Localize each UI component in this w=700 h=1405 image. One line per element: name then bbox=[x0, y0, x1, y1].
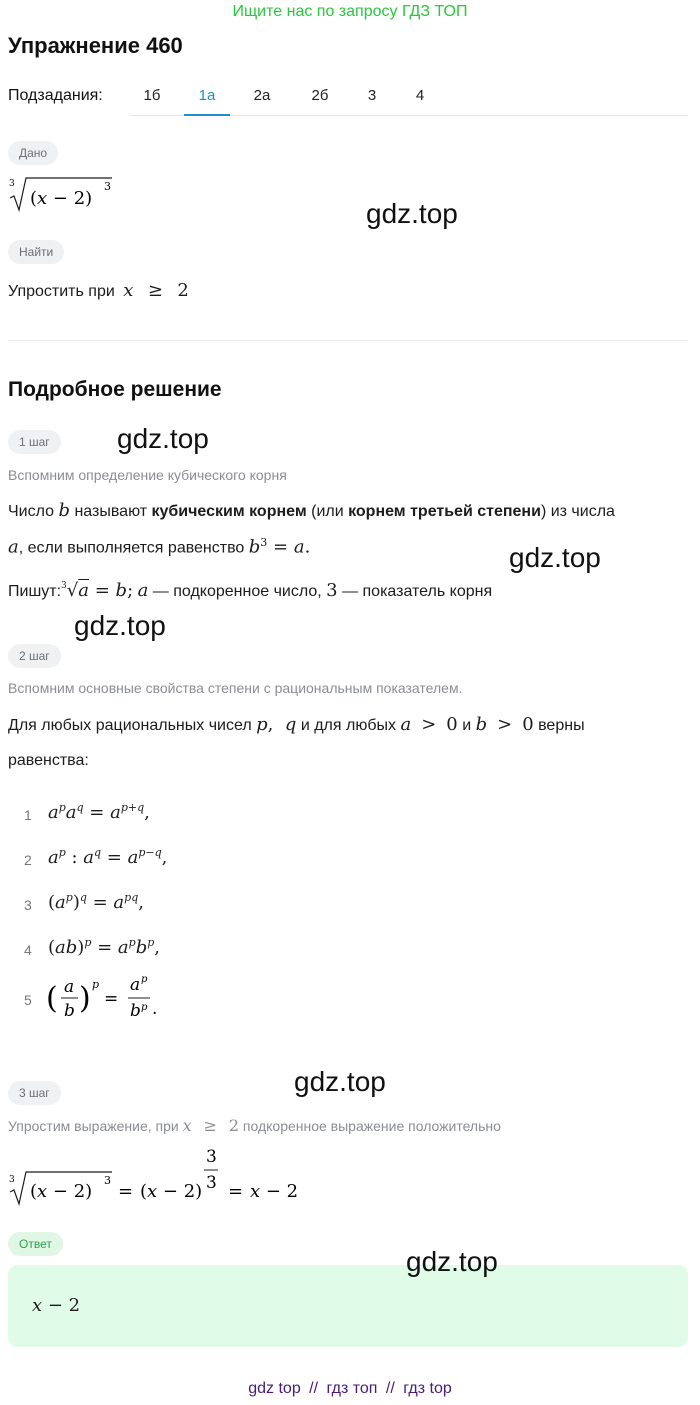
subtasks-label: Подзадания: bbox=[8, 87, 103, 104]
svg-text:p: p bbox=[141, 974, 148, 985]
answer-box bbox=[8, 1265, 688, 1347]
step1-chip: 1 шаг bbox=[8, 430, 61, 454]
watermark: gdz.top bbox=[509, 542, 601, 573]
term-third-root: корнем третьей степени bbox=[348, 503, 541, 520]
watermark: gdz.top bbox=[366, 198, 458, 229]
svg-text:): ) bbox=[79, 981, 91, 1016]
text: Число bbox=[8, 503, 55, 520]
watermark: gdz.top bbox=[406, 1246, 498, 1277]
svg-text:(: ( bbox=[46, 981, 58, 1016]
text: и bbox=[462, 717, 472, 734]
tab-3[interactable]: 3 bbox=[367, 87, 377, 104]
svg-text:a: a bbox=[64, 977, 75, 997]
divider bbox=[8, 340, 688, 341]
given-expression bbox=[8, 172, 118, 216]
answer-chip: Ответ bbox=[8, 1232, 63, 1256]
text: Упростим выражение, при bbox=[8, 1118, 179, 1134]
svg-text:p: p bbox=[92, 978, 100, 991]
footer-links bbox=[0, 1380, 700, 1398]
list-number: 1 bbox=[24, 807, 32, 823]
svg-text:=: = bbox=[104, 989, 119, 1009]
text: — подкоренное число, bbox=[152, 583, 322, 600]
step2-line2: равенства: bbox=[8, 752, 89, 769]
find-text: Упростить при x ≥ 2 bbox=[8, 280, 189, 301]
svg-text:a: a bbox=[130, 975, 141, 995]
text: и для любых bbox=[300, 717, 396, 734]
tab-2b[interactable]: 2б bbox=[311, 87, 329, 104]
tab-1a[interactable]: 1а bbox=[184, 76, 230, 116]
find-chip: Найти bbox=[8, 240, 64, 264]
given-chip: Дано bbox=[8, 141, 58, 165]
list-number: 4 bbox=[24, 942, 32, 958]
text: ) из числа bbox=[540, 503, 615, 520]
svg-text:(x − 2): (x − 2) bbox=[140, 1181, 203, 1202]
cube-root-icon bbox=[8, 172, 118, 216]
step1-line1: Число b называют кубическим корнем (или корнем третьей степени) из числа bbox=[8, 500, 615, 521]
property-2: $a^p$ : $a^q = a^{p-q}$, bbox=[48, 846, 168, 868]
svg-text:3: 3 bbox=[104, 180, 111, 193]
property-3: $(a^p)^q = a^{pq}$, bbox=[48, 891, 144, 913]
svg-text:3: 3 bbox=[206, 1147, 217, 1167]
list-number: 5 bbox=[24, 992, 32, 1008]
solution-title: Подробное решение bbox=[8, 378, 222, 401]
svg-text:=: = bbox=[118, 1181, 134, 1202]
property-5 bbox=[46, 972, 176, 1028]
step3-chip: 3 шаг bbox=[8, 1081, 61, 1105]
text: — показатель корня bbox=[342, 583, 493, 600]
svg-text:3: 3 bbox=[9, 1175, 15, 1185]
step1-line3: Пишут:$^3$√a = b; a — подкоренное число, 3 — показатель корня bbox=[8, 580, 493, 601]
step3-hint: Упростим выражение, при x ≥ 2 подкоренное выражение положительно bbox=[8, 1116, 501, 1135]
subtasks-tabs bbox=[130, 76, 688, 116]
svg-text:b: b bbox=[64, 1001, 75, 1021]
text: подкоренное выражение положительно bbox=[242, 1118, 501, 1134]
footer-link[interactable]: гдз топ bbox=[326, 1380, 378, 1397]
footer-separator: // bbox=[385, 1380, 395, 1397]
text: , если выполняется равенство bbox=[18, 539, 245, 557]
step3-expression bbox=[8, 1140, 318, 1210]
top-banner[interactable]: Ищите нас по запросу ГДЗ ТОП bbox=[232, 3, 468, 20]
text: (или bbox=[311, 503, 344, 520]
svg-text:b: b bbox=[130, 1001, 141, 1021]
text: Для любых рациональных чисел bbox=[8, 717, 252, 734]
tab-2a[interactable]: 2а bbox=[253, 87, 271, 104]
step1-hint: Вспомним определение кубического корня bbox=[8, 467, 287, 483]
property-1: $a^pa^q = a^{p+q}$, bbox=[48, 801, 150, 823]
svg-text:x − 2: x − 2 bbox=[250, 1181, 299, 1202]
step2-hint: Вспомним основные свойства степени с рациональным показателем. bbox=[8, 680, 463, 696]
fraction-power-formula bbox=[46, 972, 176, 1028]
list-number: 2 bbox=[24, 852, 32, 868]
term-cube-root: кубическим корнем bbox=[151, 503, 307, 520]
svg-text:3: 3 bbox=[9, 179, 15, 189]
find-label: Упростить при bbox=[8, 283, 115, 300]
svg-text:(x − 2): (x − 2) bbox=[30, 188, 93, 209]
tab-4[interactable]: 4 bbox=[415, 87, 425, 104]
svg-text:3: 3 bbox=[206, 1173, 217, 1193]
step2-chip: 2 шаг bbox=[8, 644, 61, 668]
step2-line1: Для любых рациональных чисел p, q и для любых a > 0 и b > 0 верны bbox=[8, 714, 585, 735]
footer-separator: // bbox=[309, 1380, 319, 1397]
watermark: gdz.top bbox=[294, 1066, 386, 1097]
svg-text:(x − 2): (x − 2) bbox=[30, 1181, 93, 1202]
property-4: $(ab)^p = a^pb^p$, bbox=[48, 936, 160, 958]
footer-link[interactable]: gdz top bbox=[248, 1380, 301, 1397]
svg-text:p: p bbox=[141, 1002, 148, 1013]
footer-link[interactable]: гдз top bbox=[403, 1380, 452, 1397]
step1-line2: a, если выполняется равенство $b^3 = a$. bbox=[8, 536, 311, 558]
list-number: 3 bbox=[24, 897, 32, 913]
page-title: Упражнение 460 bbox=[8, 33, 183, 58]
watermark: gdz.top bbox=[117, 423, 209, 454]
watermark: gdz.top bbox=[74, 610, 166, 641]
simplification-formula bbox=[8, 1140, 318, 1210]
svg-text:3: 3 bbox=[104, 1174, 111, 1187]
text: верны bbox=[538, 717, 585, 734]
tab-1b[interactable]: 1б bbox=[143, 87, 161, 104]
answer-value: x − 2 bbox=[32, 1295, 81, 1316]
text: Пишут: bbox=[8, 583, 62, 600]
svg-text:.: . bbox=[152, 999, 158, 1019]
svg-text:=: = bbox=[228, 1181, 244, 1202]
text: называют bbox=[74, 503, 148, 520]
